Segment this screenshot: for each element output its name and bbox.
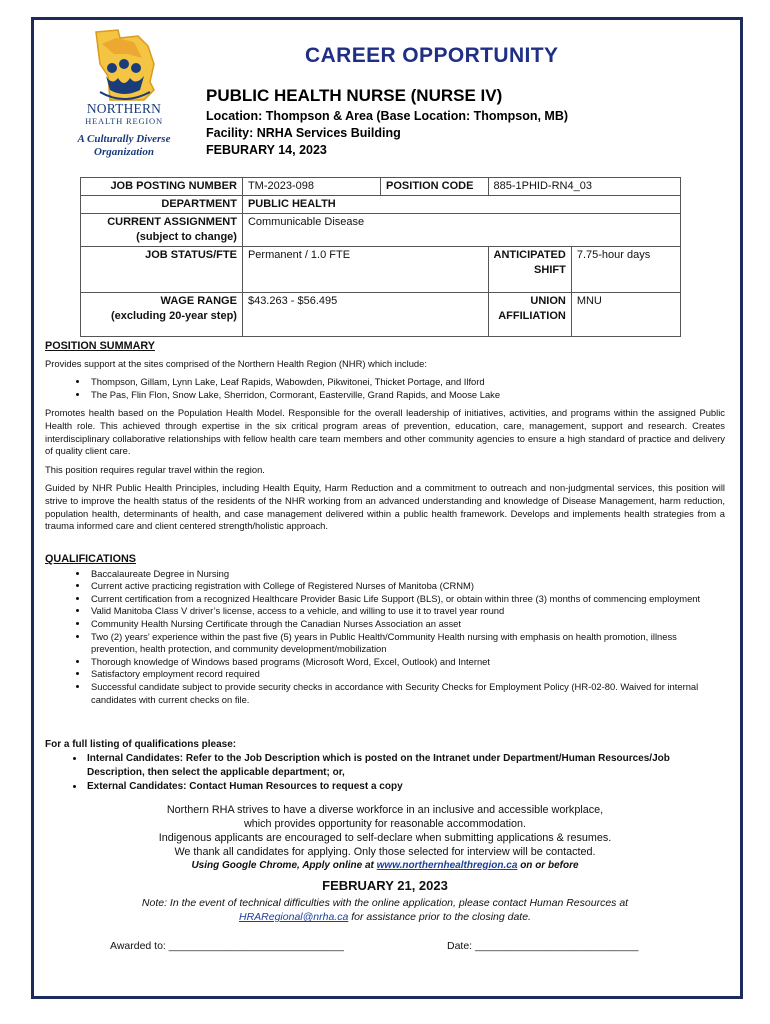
list-item: • External Candidates: Contact Human Resources to request a copy — [85, 780, 725, 794]
list-item: • The Pas, Flin Flon, Snow Lake, Sherridon, Cormorant, Easterville, Grand Rapids, and Moose Lake — [89, 389, 725, 402]
note-line1: Note: In the event of technical difficulties with the online application, please contact Human Resources at — [141, 897, 629, 909]
closing-line4: We thank all candidates for applying. Only those selected for interview will be contacted. — [174, 846, 596, 858]
wage-label — [81, 293, 243, 337]
listing-list — [45, 752, 725, 794]
table-row — [81, 293, 681, 337]
summary-heading: POSITION SUMMARY — [45, 340, 155, 352]
summary-para3: Guided by NHR Public Health Principles, including Health Equity, Harm Reduction and a commitment to outreach and non-judgmental services, this position will strive to improve the health status of the residents of the NHR working from an advanced understanding and knowledge of Disease Management, harm reduction, population health, determinants of health, and case management delivered within a public health framework. Develops and implements health strategies from a trauma informed care and client centered strength/holistic approach. — [45, 482, 725, 532]
table-row — [81, 247, 681, 293]
sites-list — [45, 376, 725, 401]
table-row — [81, 178, 681, 196]
org-name-line1: NORTHERN — [86, 101, 162, 116]
posting-meta — [206, 108, 568, 159]
union-label — [488, 293, 571, 337]
qualifications-list — [45, 568, 725, 707]
apply-link[interactable]: www.northernhealthregion.ca — [376, 860, 518, 871]
note-line2 — [45, 910, 725, 924]
table-row — [81, 214, 681, 247]
shift-value: 7.75-hour days — [571, 247, 680, 293]
closing-line2: which provides opportunity for reasonable accommodation. — [243, 818, 527, 830]
posting-date: FEBURARY 14, 2023 — [206, 143, 327, 157]
job-info-table — [80, 177, 681, 337]
org-name-line2: HEALTH REGION — [85, 116, 163, 126]
list-item: • Baccalaureate Degree in Nursing — [89, 568, 725, 581]
note-suffix: for assistance prior to the closing date. — [348, 911, 531, 923]
summary-para1: Promotes health based on the Population Health Model. Responsible for the overall leadership of initiatives, activities, and programs within the assigned Public Health role. This achieved through expertise in the six critical program areas of prevention, education, care, management, support and research. Creates interdisciplinary collaborative relationships with fellow health care team members and other community agencies to ensure a high standard of practice and delivery of quality client care. — [45, 407, 725, 457]
facility: Facility: NRHA Services Building — [206, 126, 401, 140]
department-label: DEPARTMENT — [81, 196, 243, 214]
list-item: • Current active practicing registration with College of Registered Nurses of Manitoba (CRNM) — [89, 580, 725, 593]
full-listing — [45, 738, 725, 800]
location: Location: Thompson & Area (Base Location: Thompson, MB) — [206, 109, 569, 123]
hr-email-link[interactable]: HRARegional@nrha.ca — [239, 911, 349, 923]
closing-statement — [45, 803, 725, 924]
position-code-label: POSITION CODE — [381, 178, 488, 196]
list-item: • Two (2) years’ experience within the past five (5) years in Public Health/Community Health nursing with emphasis on health promotion, illness prevention, health protection, and community development/mobilization — [89, 631, 725, 656]
listing-heading: For a full listing of qualifications please: — [45, 739, 237, 750]
status-label: JOB STATUS/FTE — [81, 247, 243, 293]
list-item: • Thompson, Gillam, Lynn Lake, Leaf Rapids, Wabowden, Pikwitonei, Thicket Portage, and Ilford — [89, 376, 725, 389]
position-code-value: 885-1PHID-RN4_03 — [488, 178, 680, 196]
job-posting-label: JOB POSTING NUMBER — [81, 178, 243, 196]
wage-sublabel: (excluding 20-year step) — [111, 310, 237, 322]
org-tagline-line2: Organization — [94, 146, 154, 158]
position-title: PUBLIC HEALTH NURSE (NURSE IV) — [206, 86, 503, 105]
list-item: • Internal Candidates: Refer to the Job Description which is posted on the Intranet under Department/Human Resources/Job Description, then select the applicable department; or, — [85, 752, 725, 780]
status-value: Permanent / 1.0 FTE — [242, 247, 488, 293]
position-summary — [45, 340, 725, 539]
apply-line — [45, 859, 725, 873]
summary-intro: Provides support at the sites comprised of the Northern Health Region (NHR) which include: — [45, 357, 427, 369]
wage-label-text: WAGE RANGE — [160, 295, 237, 307]
assignment-sublabel: (subject to change) — [136, 231, 237, 243]
shift-label-line1: ANTICIPATED — [493, 249, 566, 261]
job-posting-value: TM-2023-098 — [242, 178, 380, 196]
union-label-line1: UNION — [530, 295, 566, 307]
wage-value: $43.263 - $56.495 — [242, 293, 488, 337]
list-item: • Valid Manitoba Class V driver’s license, access to a vehicle, and willing to use it to travel year round — [89, 605, 725, 618]
closing-line3: Indigenous applicants are encouraged to self-declare when submitting applications & resumes. — [158, 832, 612, 844]
assignment-label — [81, 214, 243, 247]
summary-para2: This position requires regular travel within the region. — [45, 463, 265, 475]
union-label-line2: AFFILIATION — [498, 310, 566, 322]
list-item: • Community Health Nursing Certificate through the Canadian Nurses Association an asset — [89, 618, 725, 631]
list-item: • Thorough knowledge of Windows based programs (Microsoft Word, Excel, Outlook) and Internet — [89, 656, 725, 669]
list-item: • Current certification from a recognized Healthcare Provider Basic Life Support (BLS), or obtain within three (3) months of commencing employment — [89, 593, 725, 606]
qualifications-heading: QUALIFICATIONS — [45, 553, 136, 565]
deadline: FEBRUARY 21, 2023 — [322, 878, 448, 893]
logo-text — [60, 102, 188, 159]
org-tagline-line1: A Culturally Diverse — [77, 133, 171, 145]
page-title: CAREER OPPORTUNITY — [305, 44, 559, 67]
awarded-to-line: Awarded to: ______________________________ — [110, 940, 344, 952]
closing-line1: Northern RHA strives to have a diverse workforce in an inclusive and accessible workplace, — [166, 804, 604, 816]
date-line: Date: ____________________________ — [447, 940, 639, 952]
list-item: • Successful candidate subject to provide security checks in accordance with Security Checks for Employment Policy (HR-02-80. Waived for internal candidates with current checks on file. — [89, 681, 725, 706]
union-value: MNU — [571, 293, 680, 337]
apply-suffix: on or before — [517, 860, 579, 871]
shift-label — [488, 247, 571, 293]
assignment-label-text: CURRENT ASSIGNMENT — [107, 216, 237, 228]
shift-label-line2: SHIFT — [534, 264, 566, 276]
qualifications — [45, 553, 725, 712]
table-row — [81, 196, 681, 214]
assignment-value: Communicable Disease — [242, 214, 680, 247]
list-item: • Satisfactory employment record required — [89, 668, 725, 681]
department-value: PUBLIC HEALTH — [242, 196, 680, 214]
apply-prefix: Using Google Chrome, Apply online at — [191, 860, 377, 871]
